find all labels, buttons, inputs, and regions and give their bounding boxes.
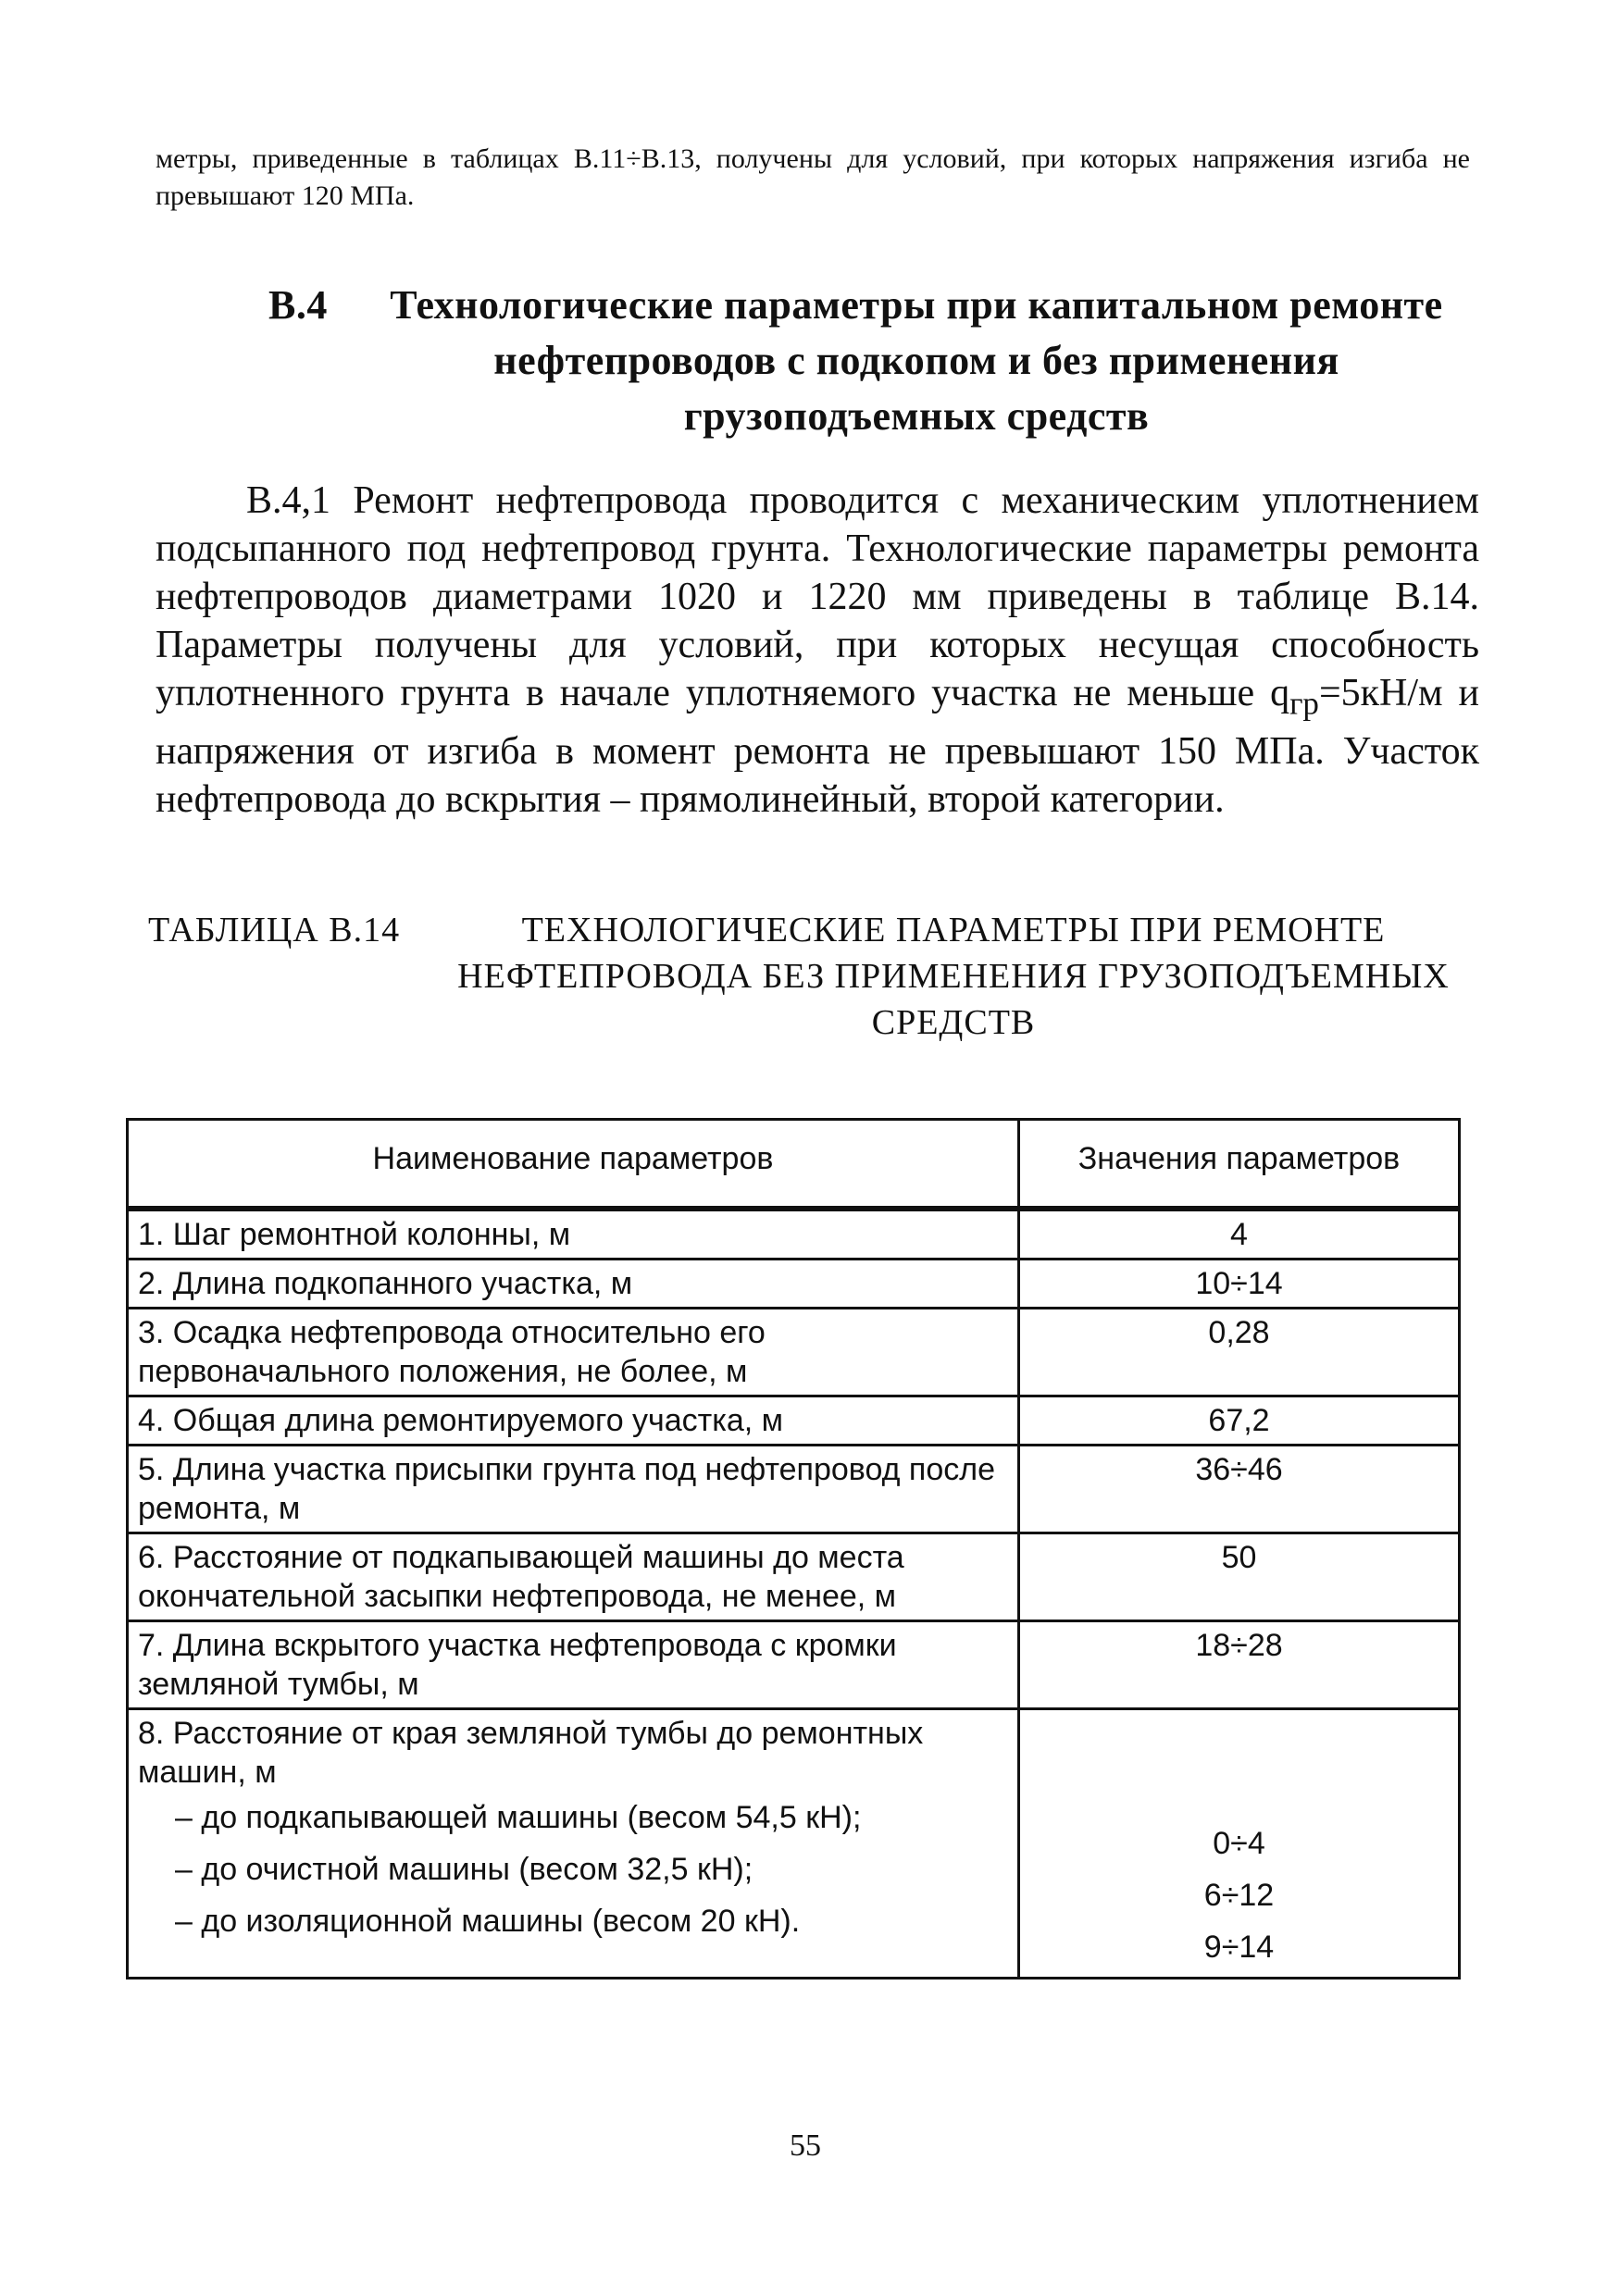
row-name: 2. Длина подкопанного участка, м <box>128 1260 1019 1309</box>
row-value: 4 <box>1019 1209 1460 1260</box>
row-name: 4. Общая длина ремонтируемого участка, м <box>128 1396 1019 1446</box>
row8-sub-label: – до изоляционной машины (весом 20 кН). <box>175 1904 801 1939</box>
row-name: 1. Шаг ремонтной колонны, м <box>128 1209 1019 1260</box>
intro-text: метры, приведенные в таблицах В.11÷В.13, получены для условий, при которых напряжения изгиба не превышают 120 МПа. <box>156 143 1470 211</box>
row8-sub-value: 9÷14 <box>1203 1930 1275 1965</box>
section-title: Технологические параметры при капитальном ремонте нефтепроводов с подкопом и без применения грузоподъемных средств <box>390 282 1443 439</box>
row-name: 6. Расстояние от подкапывающей машины до места окончательной засыпки нефтепровода, не менее, м <box>128 1533 1019 1621</box>
row8-sub-value: 0÷4 <box>1213 1826 1265 1861</box>
paragraph-subscript: гр <box>1289 685 1319 722</box>
row-value: 18÷28 <box>1019 1621 1460 1709</box>
row-value: 36÷46 <box>1019 1446 1460 1533</box>
row-value: 67,2 <box>1019 1396 1460 1446</box>
row8-sub-value: 6÷12 <box>1203 1878 1275 1913</box>
header-parameter-name: Наименование параметров <box>128 1120 1019 1210</box>
table-row <box>128 1621 1460 1709</box>
row-name: 5. Длина участка присыпки грунта под нефтепровод после ремонта, м <box>128 1446 1019 1533</box>
table-row <box>128 1209 1460 1260</box>
table-row <box>128 1396 1460 1446</box>
table-header-row <box>128 1120 1460 1210</box>
row-name <box>128 1709 1019 1979</box>
row-value: 10÷14 <box>1019 1260 1460 1309</box>
parameters-table <box>126 1118 1461 1980</box>
section-number: В.4 <box>268 282 328 328</box>
table-row <box>128 1533 1460 1621</box>
table-caption <box>148 907 1481 1046</box>
row-name: 7. Длина вскрытого участка нефтепровода с кромки земляной тумбы, м <box>128 1621 1019 1709</box>
table-row <box>128 1709 1460 1979</box>
row-value <box>1019 1709 1460 1979</box>
row8-title: 8. Расстояние от края земляной тумбы до ремонтных машин, м <box>138 1716 924 1790</box>
table-row <box>128 1446 1460 1533</box>
section-heading <box>268 278 1481 444</box>
table-caption-label: ТАБЛИЦА В.14 <box>148 911 401 949</box>
row-value: 0,28 <box>1019 1309 1460 1396</box>
paragraph-text-start: В.4,1 Ремонт нефтепровода проводится с механическим уплотнением подсыпанного под нефтепровод грунта. Технологические параметры ремонта нефтепроводов диаметрами 1020 и 1220 мм приведены в таблице В.14. Параметры получены для условий, при которых несущая способность уплотненного грунта в начале уплотняемого участка не меньше q <box>156 479 1479 714</box>
paragraph-text-end: =5кН/м и напряжения от изгиба в момент ремонта не превышают 150 МПа. Участок нефтепровода до вскрытия – прямолинейный, второй категории. <box>156 672 1480 822</box>
table-caption-text: ТЕХНОЛОГИЧЕСКИЕ ПАРАМЕТРЫ ПРИ РЕМОНТЕ НЕФТЕПРОВОДА БЕЗ ПРИМЕНЕНИЯ ГРУЗОПОДЪЕМНЫХ СРЕДСТВ <box>457 911 1450 1042</box>
page-number: 55 <box>790 2128 821 2163</box>
row-value: 50 <box>1019 1533 1460 1621</box>
table-row <box>128 1260 1460 1309</box>
row8-sub-label: – до очистной машины (весом 32,5 кН); <box>175 1852 753 1887</box>
header-parameter-value: Значения параметров <box>1019 1120 1460 1210</box>
row8-sub-label: – до подкапывающей машины (весом 54,5 кН); <box>175 1800 862 1835</box>
row-name: 3. Осадка нефтепровода относительно его первоначального положения, не более, м <box>128 1309 1019 1396</box>
body-paragraph <box>156 477 1479 824</box>
table-row <box>128 1309 1460 1396</box>
